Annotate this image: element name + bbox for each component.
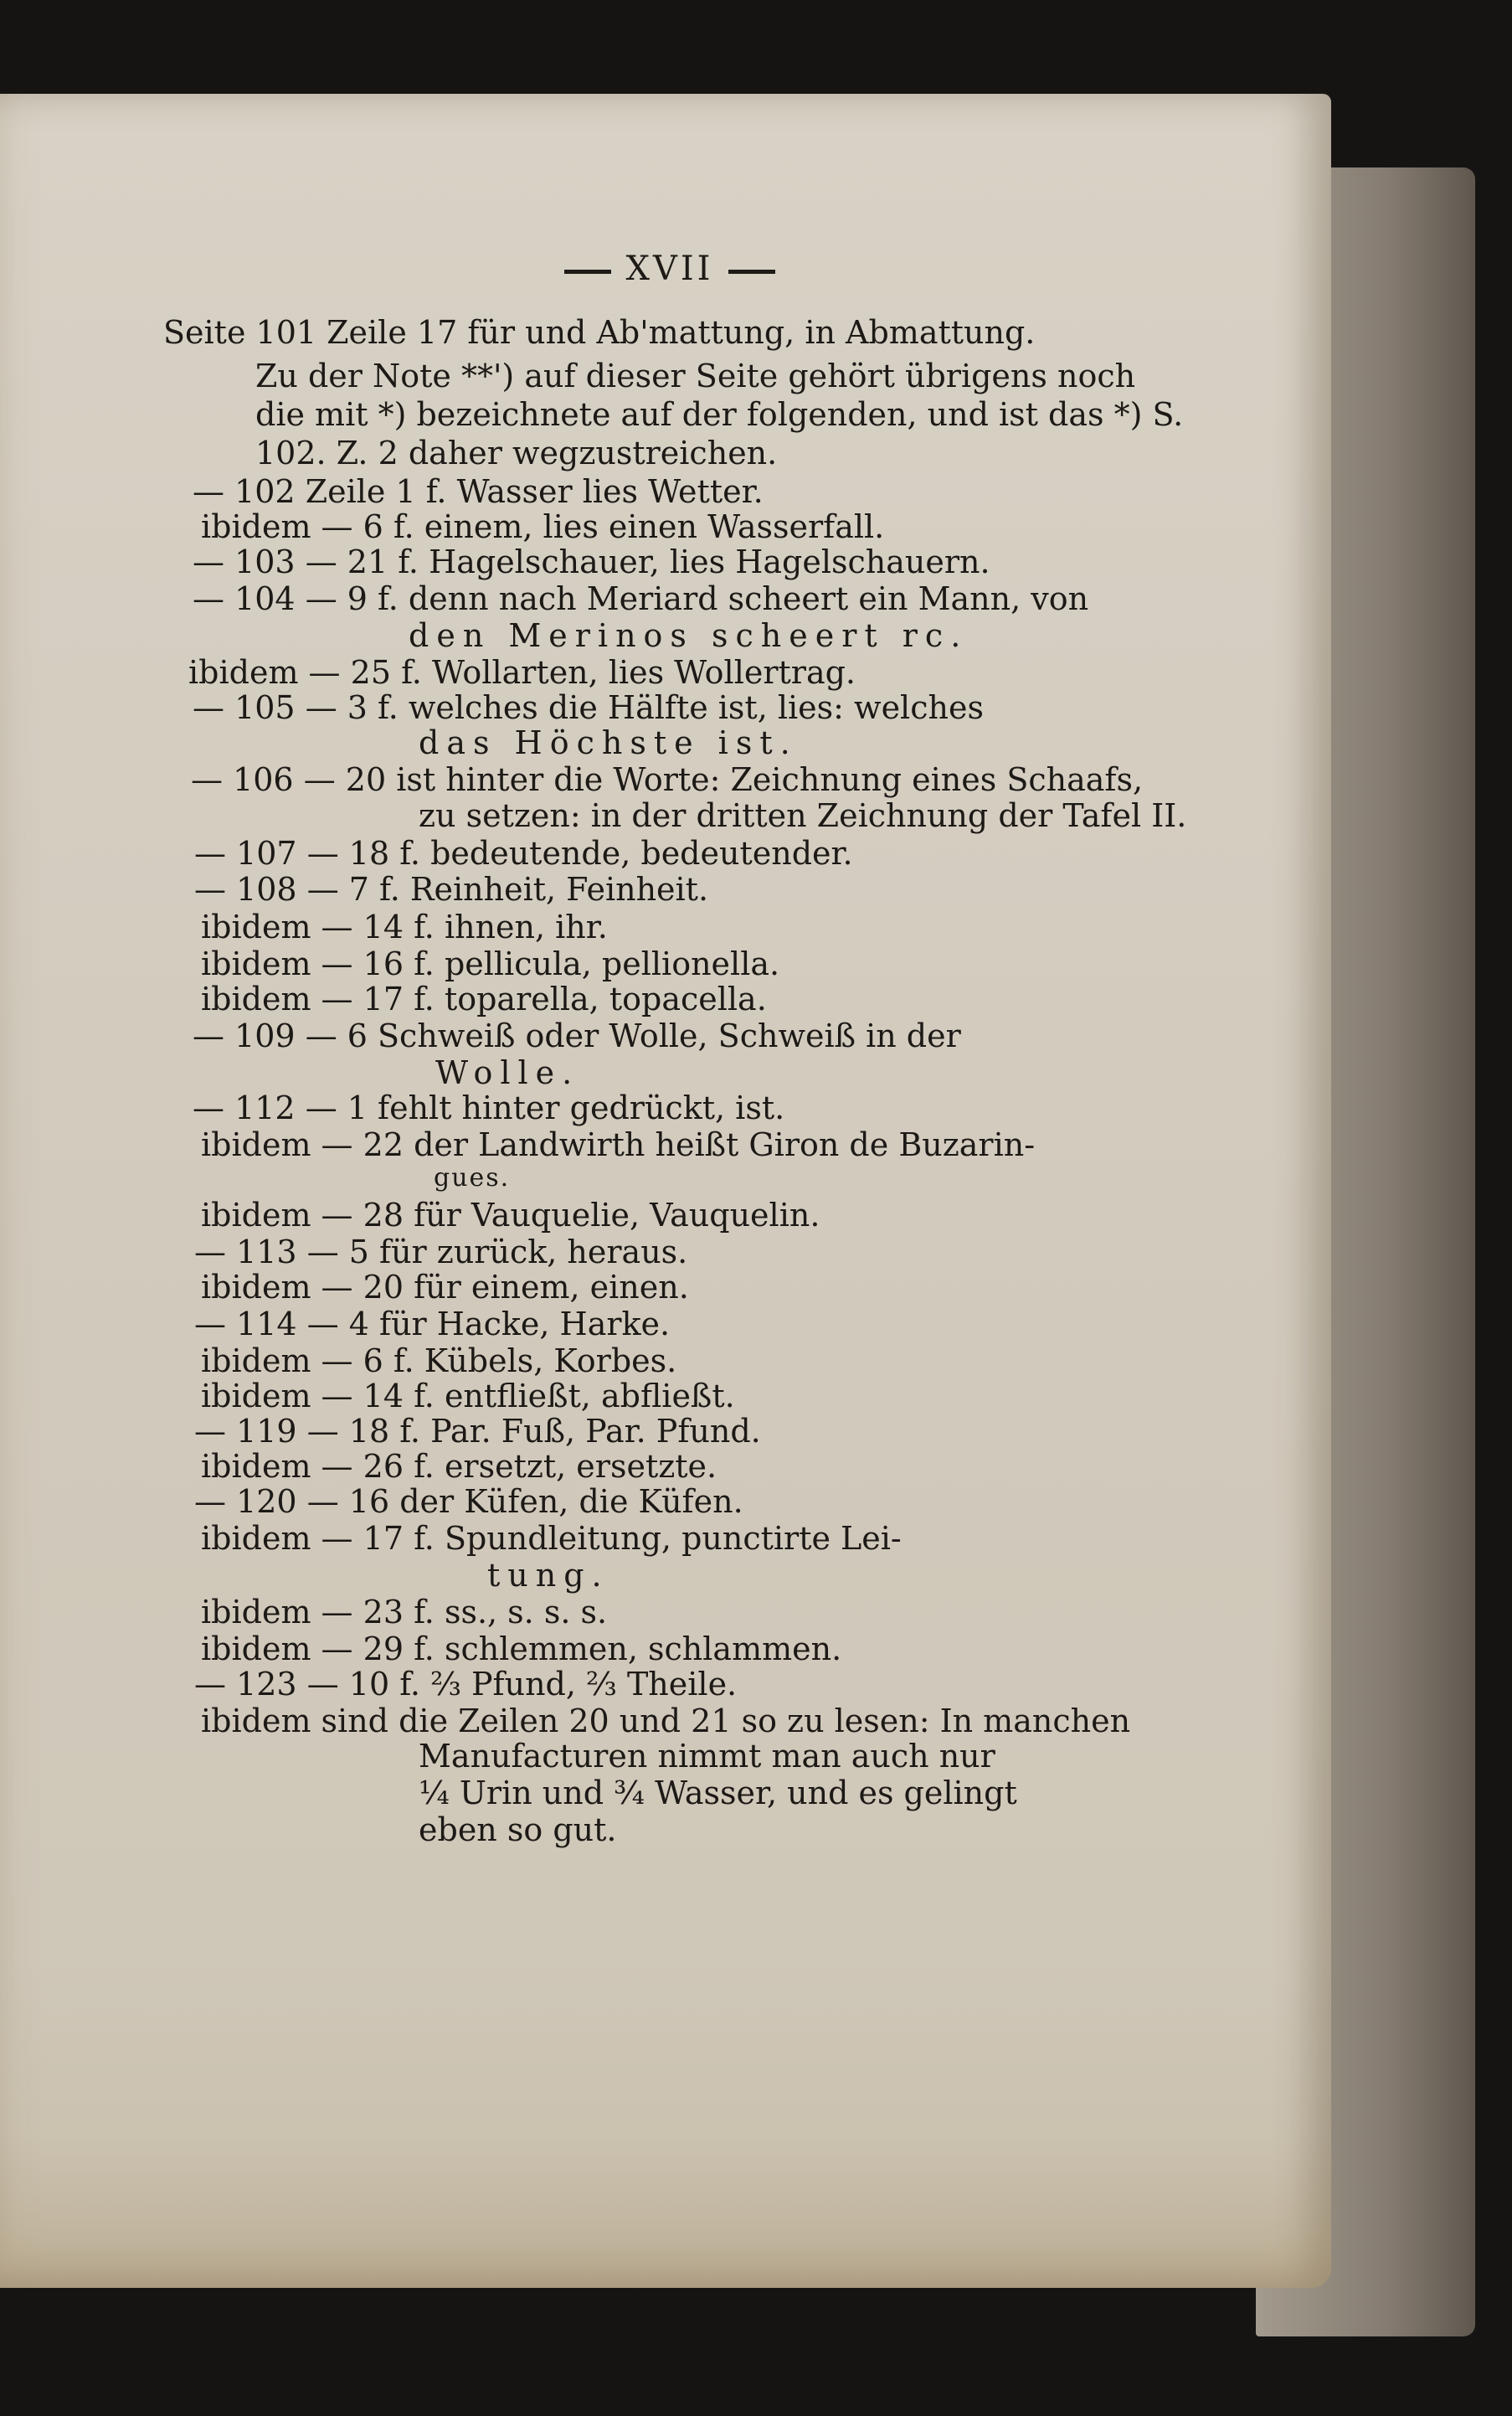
errata-line: Manufacturen nimmt man auch nur: [419, 1738, 995, 1775]
errata-line: ibidem — 16 f. pellicula, pellionella.: [201, 945, 780, 982]
errata-line: den Merinos scheert rc.: [409, 617, 969, 654]
errata-line: Zu der Note **') auf dieser Seite gehört übrigens noch: [255, 358, 1136, 394]
page-number: XVII: [625, 250, 714, 288]
errata-line: ibidem — 14 f. ihnen, ihr.: [201, 909, 608, 945]
errata-line: ibidem — 17 f. toparella, topacella.: [201, 981, 767, 1017]
errata-line: zu setzen: in der dritten Zeichnung der Tafel II.: [419, 797, 1187, 834]
errata-line: — 114 — 4 für Hacke, Harke.: [194, 1306, 671, 1342]
errata-line: — 109 — 6 Schweiß oder Wolle, Schweiß in der: [193, 1017, 961, 1054]
errata-line: ibidem — 29 f. schlemmen, schlammen.: [201, 1630, 842, 1667]
errata-line: Seite 101 Zeile 17 für und Ab'mattung, in Abmattung.: [163, 314, 1036, 351]
errata-line: das Höchste ist.: [419, 724, 798, 761]
errata-line: tung.: [487, 1557, 609, 1594]
errata-line: ibidem — 14 f. entfließt, abfließt.: [201, 1378, 735, 1414]
errata-line: eben so gut.: [419, 1811, 617, 1848]
errata-line: 102. Z. 2 daher wegzustreichen.: [255, 435, 778, 471]
errata-line: — 105 — 3 f. welches die Hälfte ist, lies: welches: [193, 689, 984, 726]
errata-line: — 103 — 21 f. Hagelschauer, lies Hagelschauern.: [193, 543, 990, 580]
errata-line: gues.: [434, 1163, 511, 1193]
errata-line: — 102 Zeile 1 f. Wasser lies Wetter.: [193, 473, 764, 510]
errata-line: — 106 — 20 ist hinter die Worte: Zeichnung eines Schaafs,: [191, 761, 1144, 798]
errata-line: ibidem — 25 f. Wollarten, lies Wollertrag.: [188, 654, 856, 691]
errata-line: die mit *) bezeichnete auf der folgenden, und ist das *) S.: [255, 396, 1184, 433]
errata-line: ibidem sind die Zeilen 20 und 21 so zu lesen: In manchen: [201, 1703, 1131, 1739]
errata-line: ibidem — 28 für Vauquelie, Vauquelin.: [201, 1197, 820, 1234]
errata-line: ibidem — 6 f. einem, lies einen Wasserfall.: [201, 508, 885, 545]
errata-line: — 113 — 5 für zurück, heraus.: [194, 1234, 688, 1270]
errata-line: ibidem — 20 für einem, einen.: [201, 1269, 689, 1306]
errata-line: ibidem — 26 f. ersetzt, ersetzte.: [201, 1448, 717, 1485]
errata-line: ibidem — 6 f. Kübels, Korbes.: [201, 1342, 677, 1379]
errata-line: — 120 — 16 der Küfen, die Küfen.: [194, 1483, 743, 1520]
errata-line: — 107 — 18 f. bedeutende, bedeutender.: [194, 835, 853, 872]
errata-line: — 112 — 1 fehlt hinter gedrückt, ist.: [193, 1090, 785, 1126]
errata-line: ¼ Urin und ¾ Wasser, und es gelingt: [419, 1775, 1017, 1811]
errata-line: ibidem — 22 der Landwirth heißt Giron de Buzarin-: [201, 1126, 1036, 1163]
errata-line: ibidem — 23 f. ss., s. s. s.: [201, 1594, 608, 1630]
errata-line: — 123 — 10 f. ⅔ Pfund, ⅔ Theile.: [194, 1666, 738, 1703]
errata-line: — 104 — 9 f. denn nach Meriard scheert ein Mann, von: [193, 580, 1089, 617]
errata-line: — 119 — 18 f. Par. Fuß, Par. Pfund.: [194, 1413, 761, 1450]
errata-line: — 108 — 7 f. Reinheit, Feinheit.: [194, 871, 709, 908]
errata-line: ibidem — 17 f. Spundleitung, punctirte Lei-: [201, 1520, 902, 1557]
errata-line: Wolle.: [435, 1054, 580, 1091]
